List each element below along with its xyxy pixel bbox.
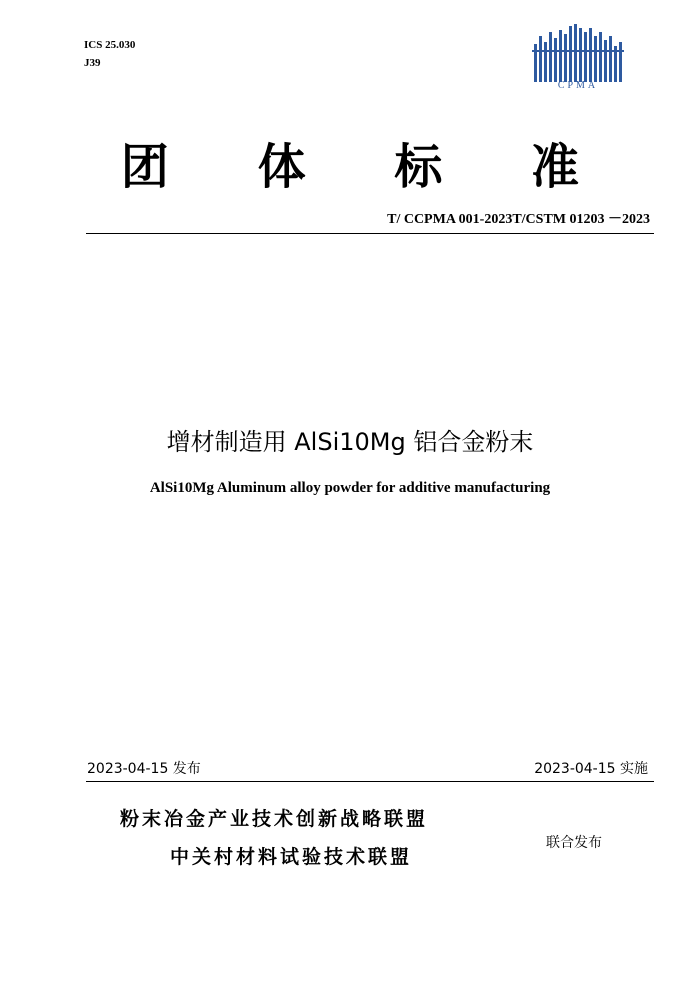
logo-text: CPMA — [557, 80, 599, 91]
bottom-divider — [86, 781, 654, 782]
issue-date: 2023-04-15 发布 — [87, 761, 201, 777]
ics-code: ICS 25.030 — [84, 39, 136, 51]
standard-number: T/ CCPMA 001-2023T/CSTM 01203 －2023 — [387, 212, 650, 227]
top-divider — [86, 233, 654, 234]
issuer-1: 粉末冶金产业技术创新战略联盟 — [120, 808, 429, 830]
document-type-title: 团 体 标 准 — [120, 139, 616, 195]
chinese-title: 增材制造用 AlSi10Mg 铝合金粉末 — [166, 428, 534, 456]
classification-codes — [84, 36, 135, 72]
joint-release-label: 联合发布 — [546, 835, 602, 851]
ccs-code: J39 — [84, 57, 101, 69]
issuer-2: 中关村材料试验技术联盟 — [170, 846, 413, 868]
english-title: AlSi10Mg Aluminum alloy powder for additive manufacturing — [149, 480, 551, 496]
implementation-date: 2023-04-15 实施 — [534, 761, 648, 777]
